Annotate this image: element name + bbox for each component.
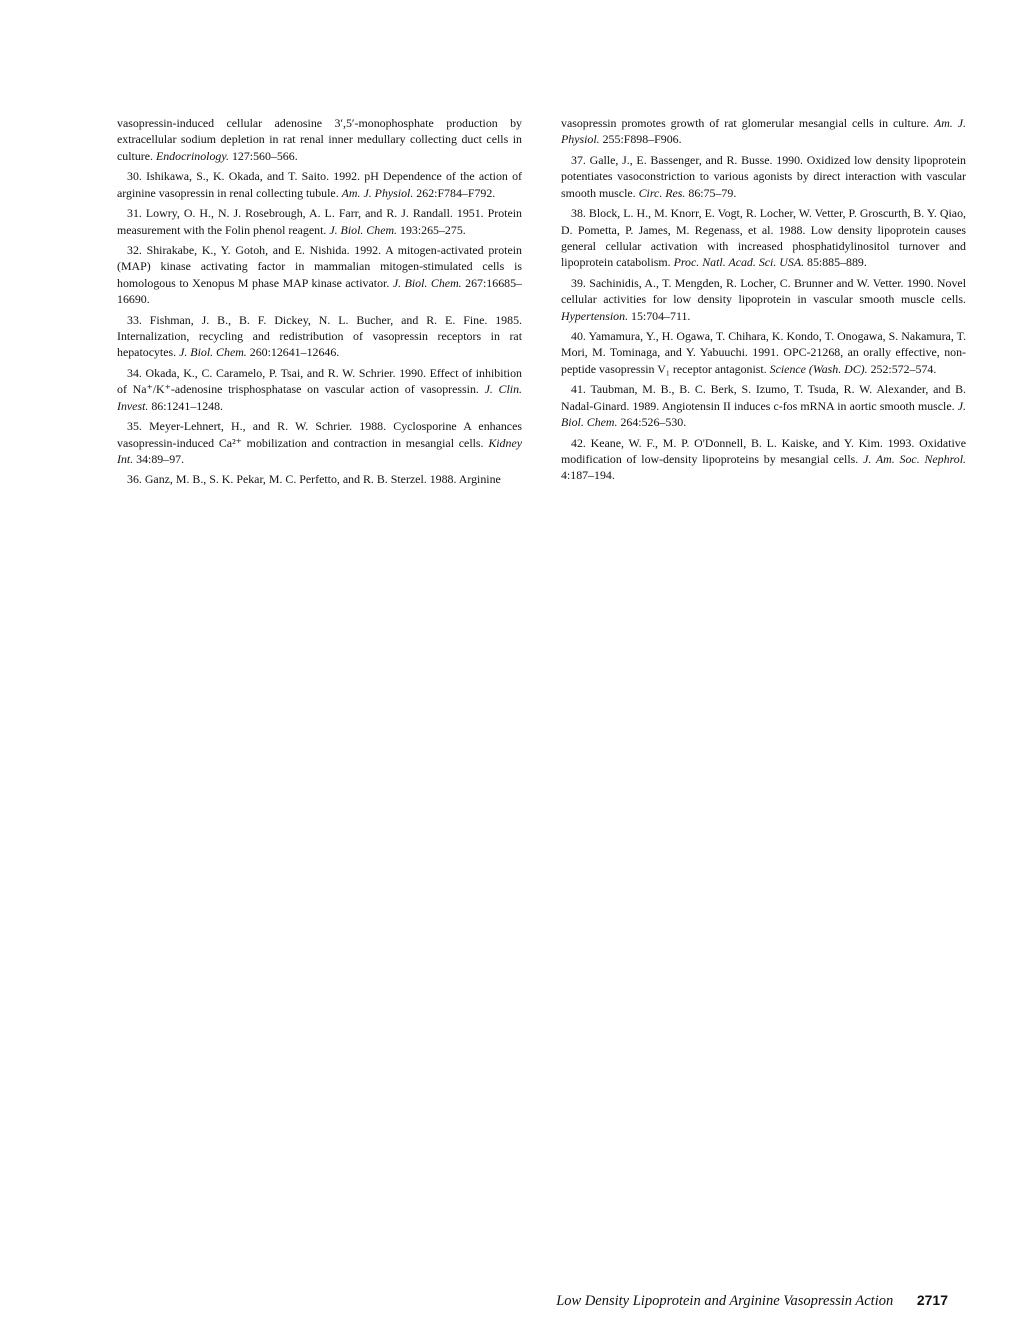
reference-text: Keane, W. F., M. P. O'Donnell, B. L. Kaiske, and Y. Kim. 1993. Oxidative modification of low-density lipoproteins by mesangial cells. — [561, 435, 966, 467]
volume-pages: 34:89–97. — [133, 452, 185, 467]
reference-text: vasopressin-induced cellular adenosine 3′,5′-monophosphate production by extracellular sodium depletion in rat renal inner medullary collecting duct cells in culture. — [117, 116, 522, 163]
journal-name: Hypertension. — [561, 308, 629, 323]
reference-number: 32. — [127, 242, 142, 257]
volume-pages: 262:F784–F792. — [413, 185, 496, 200]
volume-pages: 85:885–889. — [804, 255, 867, 270]
reference-number: 37. — [571, 152, 586, 167]
reference-text: Taubman, M. B., B. C. Berk, S. Izumo, T. Tsuda, R. W. Alexander, and B. Nadal-Ginard. 1989. Angiotensin II induces c-fos mRNA in aortic smooth muscle. — [561, 382, 966, 413]
reference-text: Meyer-Lehnert, H., and R. W. Schrier. 1988. Cyclosporine A enhances vasopressin-induced Ca²⁺ mobilization and contraction in mesangial cells. — [117, 419, 522, 450]
journal-name: J. Biol. Chem. — [179, 345, 247, 360]
volume-pages: 264:526–530. — [617, 415, 687, 430]
volume-pages: 267:16685–16690. — [117, 275, 522, 307]
journal-name: J. Biol. Chem. — [392, 275, 462, 290]
reference-entry — [117, 205, 522, 238]
reference-continuation — [117, 115, 522, 164]
reference-entry — [561, 152, 966, 201]
volume-pages: 4:187–194. — [561, 468, 615, 483]
reference-text: Yamamura, Y., H. Ogawa, T. Chihara, K. Kondo, T. Onogawa, S. Nakamura, T. Mori, M. Tominaga, and Y. Yabuuchi. 1991. OPC-21268, an orally effective, non-peptide vasopressin V₁ receptor antagonist. — [561, 329, 966, 376]
journal-name: J. Biol. Chem. — [561, 398, 966, 430]
references-right-column — [561, 115, 966, 488]
references-left-column — [117, 115, 522, 492]
journal-name: J. Clin. Invest. — [117, 382, 522, 413]
page-footer — [556, 1292, 948, 1310]
journal-name: Kidney Int. — [117, 435, 522, 467]
journal-name: J. Am. Soc. Nephrol. — [863, 452, 966, 467]
journal-name: Science (Wash. DC). — [769, 361, 868, 376]
reference-entry — [117, 242, 522, 308]
journal-name: Am. J. Physiol. — [561, 116, 966, 147]
page-number: 2717 — [916, 1292, 948, 1308]
journal-name: Proc. Natl. Acad. Sci. USA. — [673, 255, 805, 270]
reference-number: 39. — [571, 275, 586, 290]
reference-text: Shirakabe, K., Y. Gotoh, and E. Nishida. 1992. A mitogen-activated protein (MAP) kinase activating factor in mammalian mitogen-stimulated cells is homologous to Xenopus M phase MAP kinase activator. — [117, 242, 522, 290]
journal-name: Endocrinology. — [155, 148, 229, 163]
journal-name: Am. J. Physiol. — [341, 185, 414, 200]
reference-entry — [117, 418, 522, 467]
reference-number: 35. — [127, 419, 142, 434]
volume-pages: 193:265–275. — [397, 222, 466, 237]
reference-text: Ganz, M. B., S. K. Pekar, M. C. Perfetto, and R. B. Sterzel. 1988. Arginine — [141, 472, 501, 487]
reference-text: Lowry, O. H., N. J. Rosebrough, A. L. Farr, and R. J. Randall. 1951. Protein measurement with the Folin phenol reagent. — [117, 206, 522, 237]
reference-text: vasopressin promotes growth of rat glomerular mesangial cells in culture. — [561, 116, 934, 130]
reference-number: 34. — [127, 365, 142, 380]
reference-continuation — [561, 115, 966, 148]
reference-text: Sachinidis, A., T. Mengden, R. Locher, C. Brunner and W. Vetter. 1990. Novel cellular activities for low density lipoprotein in vascular smooth muscle cells. — [561, 275, 966, 307]
reference-number: 30. — [127, 169, 142, 184]
volume-pages: 15:704–711. — [628, 308, 691, 323]
reference-entry — [117, 312, 522, 361]
reference-entry — [117, 168, 522, 201]
reference-text: Galle, J., E. Bassenger, and R. Busse. 1990. Oxidized low density lipoprotein potentiates vasoconstriction to various agonists by direct interaction with vascular smooth muscle. — [561, 152, 966, 200]
journal-name: J. Biol. Chem. — [329, 222, 398, 237]
reference-number: 31. — [127, 206, 142, 221]
volume-pages: 252:572–574. — [867, 361, 937, 376]
volume-pages: 127:560–566. — [228, 148, 298, 163]
volume-pages: 260:12641–12646. — [246, 345, 340, 360]
volume-pages: 255:F898–F906. — [599, 132, 682, 147]
reference-entry — [561, 435, 966, 484]
reference-number: 40. — [571, 329, 586, 344]
reference-entry — [561, 328, 966, 377]
reference-entry — [561, 381, 966, 430]
volume-pages: 86:1241–1248. — [148, 398, 224, 413]
running-title: Low Density Lipoprotein and Arginine Vasopressin Action — [556, 1293, 894, 1309]
reference-text: Okada, K., C. Caramelo, P. Tsai, and R. W. Schrier. 1990. Effect of inhibition of Na⁺/K⁺-adenosine trisphosphatase on vascular action of vasopressin. — [117, 365, 522, 397]
reference-number: 36. — [127, 472, 142, 487]
volume-pages: 86:75–79. — [685, 185, 737, 200]
reference-entry — [117, 471, 522, 487]
reference-number: 41. — [571, 382, 586, 397]
reference-text: Block, L. H., M. Knorr, E. Vogt, R. Locher, W. Vetter, P. Groscurth, B. Y. Qiao, D. Pometta, P. James, M. Regenass, et al. 1988. Low density lipoprotein causes general cellular activation with increased phosphatidylinositol turnover and lipoprotein catabolism. — [561, 206, 966, 270]
reference-entry — [117, 365, 522, 414]
reference-text: Ishikawa, S., K. Okada, and T. Saito. 1992. pH Dependence of the action of arginine vasopressin in renal collecting tubule. — [117, 169, 522, 200]
reference-entry — [561, 205, 966, 271]
reference-entry — [561, 275, 966, 324]
reference-number: 33. — [127, 312, 142, 327]
reference-number: 42. — [571, 435, 586, 450]
reference-text: Fishman, J. B., B. F. Dickey, N. L. Bucher, and R. E. Fine. 1985. Internalization, recycling and redistribution of vasopressin receptors in rat hepatocytes. — [117, 312, 522, 360]
reference-number: 38. — [571, 206, 586, 221]
journal-name: Circ. Res. — [638, 185, 686, 200]
